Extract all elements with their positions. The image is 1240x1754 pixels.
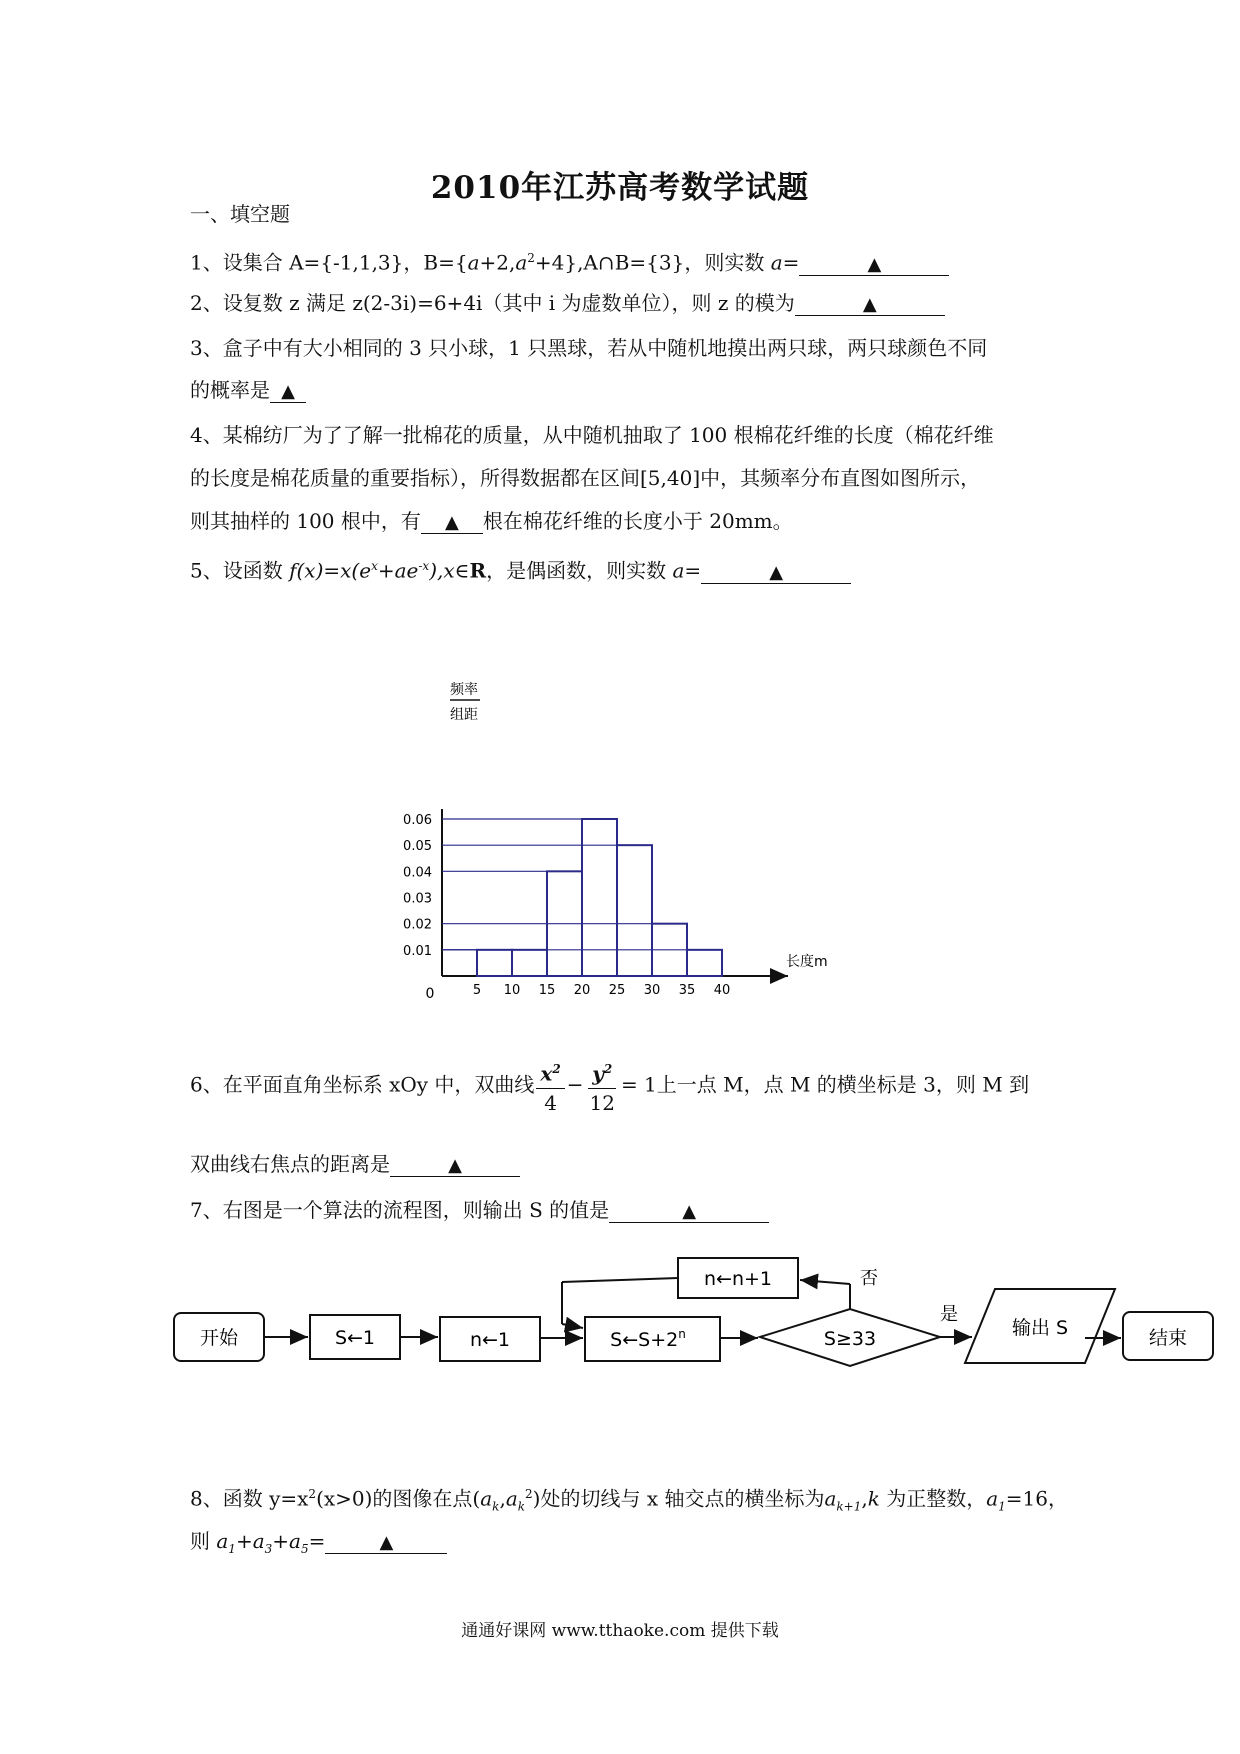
x-axis-label: 长度m <box>786 954 828 970</box>
x-tick-label: 10 <box>503 983 521 998</box>
flow-start-label: 开始 <box>199 1327 239 1349</box>
fraction-x: $\frac{x^2}{4}$ <box>536 1055 564 1117</box>
page-title: 2010年江苏高考数学试题 <box>430 170 810 206</box>
histogram-bar <box>617 845 652 976</box>
histogram-bar <box>687 950 722 976</box>
question-8-line-1: 8、函数 $y=x^2(x>0)$的图像在点$(a_k,a_k^2)$处的切线与 x 轴交点的横坐标为$a_{k+1},k$ 为正整数，$a_1=16$， <box>190 1486 1069 1514</box>
y-tick-label: 0.03 <box>403 891 432 907</box>
question-7: 7、右图是一个算法的流程图，则输出 S 的值是 ▲ <box>190 1196 769 1224</box>
x-tick-label: 20 <box>573 983 591 998</box>
question-2: 2、设复数 z 满足 z(2-3i)=6+4i（其中 i 为虚数单位），则 z 的模为 ▲ <box>190 289 945 317</box>
flow-condition-label: S≥33 <box>823 1328 877 1350</box>
question-4-line-2: 的长度是棉花质量的重要指标），所得数据都在区间[5,40]中，其频率分布直图如图所示， <box>190 466 981 490</box>
question-4-line-1: 4、某棉纺厂为了了解一批棉花的质量，从中随机抽取了 100 根棉花纤维的长度（棉花纤维 <box>190 423 994 447</box>
y-tick-label: 0.02 <box>403 917 432 933</box>
question-8-line-2: 则 $a_1+a_3+a_5=$ ▲ <box>190 1527 447 1563</box>
answer-blank-4[interactable]: ▲ <box>421 509 483 534</box>
question-6-line-1: 6、在平面直角坐标系 xOy 中，双曲线 $\frac{x^2}{4}$ − $\frac{y^2}{12}$ = 1上一点 M，点 M 的横坐标是 3，则 M 到 <box>190 1055 1029 1117</box>
answer-blank-6[interactable]: ▲ <box>390 1152 520 1177</box>
question-6-line-2: 双曲线右焦点的距离是 ▲ <box>190 1150 520 1178</box>
x-tick-label: 40 <box>713 983 731 998</box>
y-tick-label: 0.04 <box>403 865 432 881</box>
answer-blank-7[interactable]: ▲ <box>609 1198 769 1223</box>
x-tick-label: 15 <box>538 983 556 998</box>
y-axis-label-bottom: 组距 <box>450 707 478 723</box>
page-footer: 通通好课网 www.tthaoke.com 提供下载 <box>461 1621 779 1641</box>
flow-s-init-label: S←1 <box>334 1327 376 1349</box>
flow-n-init-label: n←1 <box>469 1329 511 1351</box>
x-tick-label: 25 <box>608 983 626 998</box>
x-tick-label: 35 <box>678 983 696 998</box>
fraction-y: $\frac{y^2}{12}$ <box>585 1055 618 1117</box>
histogram-bar <box>477 950 512 976</box>
answer-blank-8[interactable]: ▲ <box>325 1529 447 1554</box>
question-1: 1、设集合 A={-1,1,3}，$B=\{a+2,a^2+4\},A\cap B=\{3\}$，则实数 a= ▲ <box>190 244 949 277</box>
origin-label: 0 <box>425 986 435 1002</box>
answer-blank-2[interactable]: ▲ <box>795 291 945 316</box>
question-3-line-1: 3、盒子中有大小相同的 3 只小球，1 只黑球，若从中随机地摸出两只球，两只球颜色不同 <box>190 336 988 360</box>
flow-increment-label: n←n+1 <box>703 1268 773 1290</box>
answer-blank-5[interactable]: ▲ <box>701 559 851 584</box>
flow-end-label: 结束 <box>1148 1327 1188 1349</box>
question-4-line-3: 则其抽样的 100 根中，有 ▲ 根在棉花纤维的长度小于 20mm。 <box>190 509 793 533</box>
histogram-plot <box>403 809 788 998</box>
answer-blank-3[interactable]: ▲ <box>270 378 306 403</box>
y-tick-label: 0.06 <box>403 813 432 828</box>
question-3-line-2: 的概率是 ▲ <box>190 376 306 404</box>
y-tick-label: 0.01 <box>403 943 432 959</box>
question-5: 5、设函数 $f(x)=x(e^x+ae^{-x}),x\in R$，是偶函数，则实数 a= ▲ <box>190 552 851 585</box>
algorithm-flowchart <box>160 1250 1240 1400</box>
histogram-bar <box>512 950 547 976</box>
frequency-histogram <box>390 672 860 1032</box>
section-heading: 一、填空题 <box>190 202 290 226</box>
x-tick-label: 30 <box>643 983 661 998</box>
flow-yes-label: 是 <box>940 1304 958 1325</box>
flow-update-s-label: $S\leftarrow S+2^n$ <box>610 1327 686 1351</box>
flow-output-label: 输出 S <box>1011 1317 1069 1339</box>
answer-blank-1[interactable]: ▲ <box>799 251 949 276</box>
flow-no-label: 否 <box>860 1268 878 1289</box>
y-tick-label: 0.05 <box>403 839 432 855</box>
histogram-bar <box>582 819 617 976</box>
x-tick-label: 5 <box>472 983 482 998</box>
y-axis-label-top: 频率 <box>450 682 478 698</box>
